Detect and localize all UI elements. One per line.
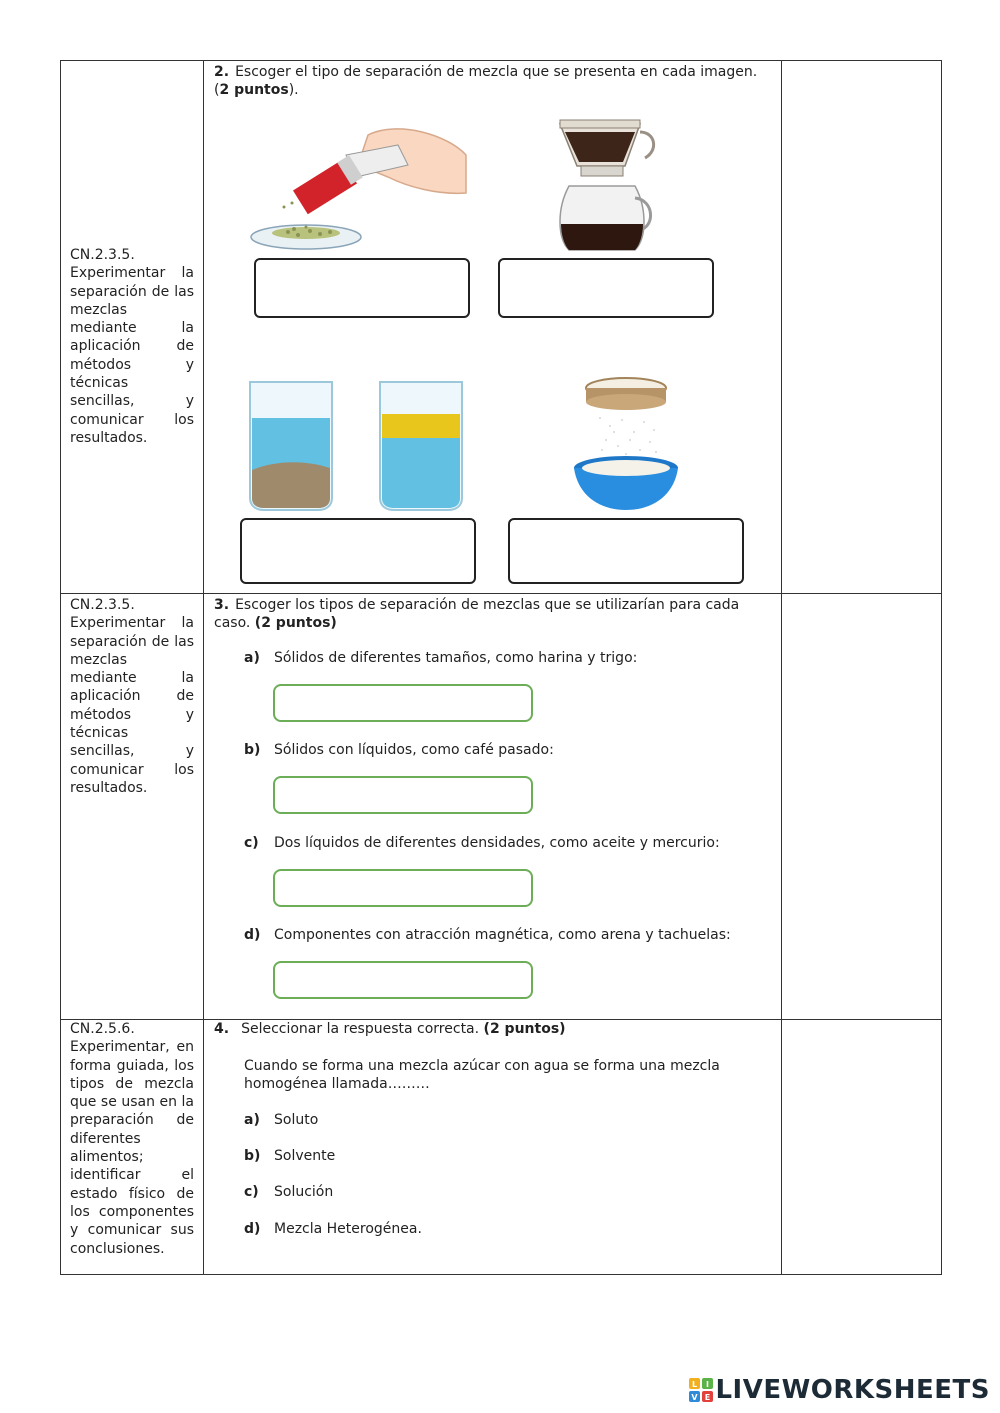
liveworksheets-logo[interactable]: [689, 1375, 990, 1405]
column-divider-1: [203, 60, 204, 1275]
question-2-text-end: ).: [288, 82, 299, 98]
answer-input-3d[interactable]: [273, 961, 533, 999]
logo-letter-e: E: [705, 1393, 711, 1402]
beaker-right: [380, 382, 462, 510]
table-border-left: [60, 60, 61, 1275]
logo-letter-l: L: [692, 1380, 698, 1389]
question-2: [214, 63, 774, 99]
logo-text: LIVEWORKSHEETS: [715, 1375, 990, 1405]
question-3-number: 3.: [214, 597, 230, 613]
answer-box-image4[interactable]: [508, 518, 744, 584]
answer-box-image2[interactable]: [498, 258, 714, 318]
question-3-item-b: b) Sólidos con líquidos, como café pasado:: [244, 742, 554, 758]
answer-input-3b[interactable]: [273, 776, 533, 814]
logo-letter-i: I: [706, 1380, 710, 1389]
option-4a[interactable]: a) Soluto: [244, 1112, 319, 1128]
magnet-separation-image: [248, 115, 470, 255]
question-3-item-d: d) Componentes con atracción magnética, como arena y tachuelas:: [244, 927, 731, 943]
skill-text-row3: CN.2.5.6. Experimentar, en forma guiada, los tipos de mezcla que se usan en la preparación de diferentes alimentos; identificar el estado físico de los componentes y comunicar sus conclusiones.: [70, 1021, 194, 1257]
table-border-right: [941, 60, 942, 1275]
question-4-statement: Cuando se forma una mezcla azúcar con agua se forma una mezcla homogénea llamada………: [244, 1058, 720, 1092]
question-3-text: Escoger los tipos de separación de mezclas que se utilizarían para cada caso.: [214, 597, 740, 631]
question-2-points: 2 puntos: [219, 82, 289, 98]
sieve-flour-image: [570, 374, 682, 512]
table-border-bottom: [60, 1274, 942, 1275]
question-3-item-a: a) Sólidos de diferentes tamaños, como harina y trigo:: [244, 650, 638, 666]
skill-text-row2: CN.2.3.5. Experimentar la separación de las mezclas mediante la aplicación de métodos y técnicas sencillas, y comunicar los resultados.: [70, 597, 194, 796]
question-3-points: (2 puntos): [254, 615, 337, 631]
option-4b[interactable]: b) Solvente: [244, 1148, 336, 1164]
answer-input-3c[interactable]: [273, 869, 533, 907]
skill-text-row1: CN.2.3.5. Experimentar la separación de las mezclas mediante la aplicación de métodos y técnicas sencillas, y comunicar los resultados.: [70, 247, 194, 446]
option-4d[interactable]: d) Mezcla Heterogénea.: [244, 1221, 422, 1237]
answer-input-3a[interactable]: [273, 684, 533, 722]
question-4-text: Seleccionar la respuesta correcta.: [241, 1021, 480, 1037]
option-4c[interactable]: c) Solución: [244, 1184, 334, 1200]
logo-letter-v: V: [691, 1393, 699, 1402]
question-2-number: 2.: [214, 64, 230, 80]
answer-box-image1[interactable]: [254, 258, 470, 318]
beaker-left: [250, 382, 332, 510]
question-4-number: 4.: [214, 1021, 230, 1037]
coffee-filter-image: [555, 118, 665, 258]
question-4-points: (2 puntos): [483, 1021, 566, 1037]
question-3: [214, 596, 774, 632]
question-2-text: Escoger el tipo de separación de mezcla que se presenta en cada imagen. (: [214, 64, 758, 98]
decantation-beakers-image: [246, 378, 472, 514]
row-divider-1: [60, 593, 942, 594]
logo-blocks-icon: [689, 1378, 713, 1402]
column-divider-2: [781, 60, 782, 1275]
question-3-item-c: c) Dos líquidos de diferentes densidades, como aceite y mercurio:: [244, 835, 720, 851]
answer-box-image3[interactable]: [240, 518, 476, 584]
question-4: [214, 1020, 774, 1038]
table-border-top: [60, 60, 942, 61]
